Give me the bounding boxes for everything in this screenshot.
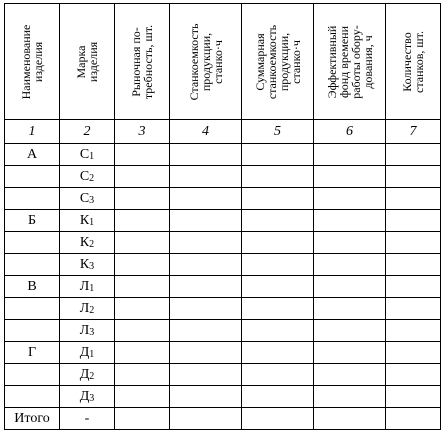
product-mark-cell [60, 386, 115, 408]
product-mark-cell [60, 166, 115, 188]
empty-input-cell[interactable] [314, 254, 386, 276]
header-line: Суммарная [252, 32, 267, 91]
product-name-cell: Г [5, 342, 60, 364]
header-row [5, 4, 441, 120]
header-product-mark-text [75, 6, 99, 118]
mark-letter: С [79, 168, 90, 184]
empty-input-cell[interactable] [115, 232, 170, 254]
product-mark-cell [60, 232, 115, 254]
header-line: станков, шт. [412, 30, 426, 93]
empty-input-cell[interactable] [242, 276, 314, 298]
mark-index: 1 [89, 150, 95, 162]
header-machine-count-text [401, 6, 425, 118]
empty-input-cell[interactable] [314, 144, 386, 166]
header-product-mark [60, 4, 115, 120]
header-effective-fund-text [326, 6, 374, 118]
total-row [5, 408, 441, 430]
empty-input-cell[interactable] [386, 188, 441, 210]
header-line: дования, ч [360, 34, 375, 89]
empty-input-cell[interactable] [242, 298, 314, 320]
mark-index: 2 [89, 172, 95, 184]
total-mark: - [60, 408, 115, 430]
empty-input-cell[interactable] [386, 210, 441, 232]
empty-input-cell[interactable] [115, 408, 170, 430]
header-effective-fund [314, 4, 386, 120]
empty-input-cell[interactable] [314, 386, 386, 408]
column-number: 2 [60, 120, 115, 144]
header-line: работы обору- [348, 24, 363, 99]
header-line: Количество [400, 31, 414, 92]
product-mark-cell [60, 144, 115, 166]
empty-input-cell[interactable] [386, 276, 441, 298]
empty-input-cell[interactable] [386, 254, 441, 276]
empty-input-cell[interactable] [115, 364, 170, 386]
empty-input-cell[interactable] [170, 298, 242, 320]
empty-input-cell[interactable] [115, 276, 170, 298]
header-machine-count [386, 4, 441, 120]
empty-input-cell[interactable] [386, 342, 441, 364]
empty-input-cell[interactable] [386, 386, 441, 408]
header-total-intensity-text [254, 6, 302, 118]
mark-index: 1 [89, 348, 95, 360]
table-row [5, 254, 441, 276]
mark-letter: С [79, 190, 90, 206]
product-name-cell: Б [5, 210, 60, 232]
empty-input-cell[interactable] [170, 342, 242, 364]
empty-input-cell[interactable] [314, 210, 386, 232]
empty-input-cell[interactable] [170, 188, 242, 210]
empty-input-cell[interactable] [386, 144, 441, 166]
empty-input-cell[interactable] [242, 166, 314, 188]
product-mark-cell [60, 320, 115, 342]
header-line: изделия [31, 41, 45, 82]
header-product-name [5, 4, 60, 120]
product-name-cell [5, 166, 60, 188]
product-mark-cell [60, 342, 115, 364]
empty-input-cell[interactable] [242, 188, 314, 210]
empty-input-cell[interactable] [314, 166, 386, 188]
product-name-cell: В [5, 276, 60, 298]
table-row [5, 320, 441, 342]
empty-input-cell[interactable] [170, 276, 242, 298]
product-name-cell [5, 298, 60, 320]
mark-letter: К [79, 234, 90, 250]
column-number: 3 [115, 120, 170, 144]
empty-input-cell[interactable] [314, 342, 386, 364]
product-mark-cell [60, 364, 115, 386]
column-number: 1 [5, 120, 60, 144]
mark-index: 1 [89, 282, 95, 294]
header-machine-intensity [170, 4, 242, 120]
empty-input-cell[interactable] [115, 386, 170, 408]
empty-input-cell[interactable] [170, 166, 242, 188]
table-row [5, 364, 441, 386]
empty-input-cell[interactable] [242, 232, 314, 254]
product-name-cell [5, 188, 60, 210]
empty-input-cell[interactable] [242, 320, 314, 342]
mark-index: 3 [89, 392, 95, 404]
mark-index: 2 [89, 304, 95, 316]
table-row [5, 232, 441, 254]
empty-input-cell[interactable] [242, 254, 314, 276]
product-name-cell [5, 232, 60, 254]
mark-index: 1 [89, 216, 95, 228]
table-row [5, 144, 441, 166]
empty-input-cell[interactable] [386, 320, 441, 342]
product-mark-cell [60, 210, 115, 232]
empty-input-cell[interactable] [115, 144, 170, 166]
table-row [5, 276, 441, 298]
header-line: требность, шт. [141, 24, 155, 99]
table-row [5, 166, 441, 188]
product-mark-cell [60, 276, 115, 298]
product-mark-cell [60, 254, 115, 276]
empty-input-cell[interactable] [170, 210, 242, 232]
mark-letter: Д [79, 388, 90, 404]
empty-input-cell[interactable] [115, 166, 170, 188]
empty-input-cell[interactable] [314, 232, 386, 254]
empty-input-cell[interactable] [314, 364, 386, 386]
header-total-intensity [242, 4, 314, 120]
total-label: Итого [5, 408, 60, 430]
header-line: Марка [74, 45, 88, 78]
header-product-name-text [20, 6, 44, 118]
table-row [5, 210, 441, 232]
empty-input-cell[interactable] [242, 386, 314, 408]
product-mark-cell [60, 298, 115, 320]
header-line: Станкоемкость [186, 23, 201, 100]
header-line: продукции, [276, 32, 291, 91]
mark-index: 3 [89, 260, 95, 272]
mark-letter: Л [79, 278, 90, 294]
table-row [5, 342, 441, 364]
empty-input-cell[interactable] [170, 144, 242, 166]
mark-index: 3 [89, 194, 95, 206]
product-name-cell [5, 364, 60, 386]
header-line: Эффективный [324, 25, 339, 98]
mark-letter: К [79, 212, 90, 228]
mark-index: 2 [89, 238, 95, 250]
empty-input-cell[interactable] [115, 298, 170, 320]
header-line: станко·ч [288, 39, 303, 84]
table-row [5, 298, 441, 320]
header-line: фонд времени [336, 25, 351, 98]
empty-input-cell[interactable] [242, 364, 314, 386]
empty-input-cell[interactable] [386, 364, 441, 386]
empty-input-cell[interactable] [170, 254, 242, 276]
column-number: 4 [170, 120, 242, 144]
empty-input-cell[interactable] [314, 188, 386, 210]
mark-letter: Л [79, 322, 90, 338]
product-name-cell [5, 320, 60, 342]
empty-input-cell[interactable] [386, 298, 441, 320]
empty-input-cell[interactable] [170, 320, 242, 342]
mark-index: 2 [89, 370, 95, 382]
header-line: Наименование [19, 24, 33, 99]
empty-input-cell[interactable] [386, 408, 441, 430]
header-market-demand-text [130, 6, 154, 118]
empty-input-cell[interactable] [314, 408, 386, 430]
empty-input-cell[interactable] [115, 254, 170, 276]
column-number: 7 [386, 120, 441, 144]
empty-input-cell[interactable] [314, 276, 386, 298]
empty-input-cell[interactable] [314, 320, 386, 342]
empty-input-cell[interactable] [242, 210, 314, 232]
empty-input-cell[interactable] [170, 232, 242, 254]
header-line: станко·ч [210, 39, 225, 84]
empty-input-cell[interactable] [170, 364, 242, 386]
mark-letter: Л [79, 300, 90, 316]
empty-input-cell[interactable] [242, 342, 314, 364]
header-line: Рыночная по- [129, 26, 143, 97]
empty-input-cell[interactable] [386, 232, 441, 254]
header-machine-intensity-text [188, 6, 224, 118]
table-row [5, 188, 441, 210]
table-row [5, 386, 441, 408]
product-name-cell [5, 254, 60, 276]
empty-input-cell[interactable] [115, 342, 170, 364]
mark-letter: Д [79, 366, 90, 382]
equipment-table [4, 3, 441, 430]
empty-input-cell[interactable] [242, 144, 314, 166]
empty-input-cell[interactable] [115, 320, 170, 342]
empty-input-cell[interactable] [170, 386, 242, 408]
empty-input-cell[interactable] [386, 166, 441, 188]
header-line: изделия [86, 41, 100, 82]
product-name-cell: А [5, 144, 60, 166]
column-number: 5 [242, 120, 314, 144]
mark-index: 3 [89, 326, 95, 338]
mark-letter: Д [79, 344, 90, 360]
header-line: станкоемкость [264, 24, 279, 99]
empty-input-cell[interactable] [242, 408, 314, 430]
header-market-demand [115, 4, 170, 120]
empty-input-cell[interactable] [170, 408, 242, 430]
mark-letter: С [79, 146, 90, 162]
empty-input-cell[interactable] [115, 188, 170, 210]
empty-input-cell[interactable] [314, 298, 386, 320]
column-number: 6 [314, 120, 386, 144]
header-line: продукции, [198, 32, 213, 91]
product-mark-cell [60, 188, 115, 210]
mark-letter: К [79, 256, 90, 272]
empty-input-cell[interactable] [115, 210, 170, 232]
product-name-cell [5, 386, 60, 408]
column-number-row [5, 120, 441, 144]
